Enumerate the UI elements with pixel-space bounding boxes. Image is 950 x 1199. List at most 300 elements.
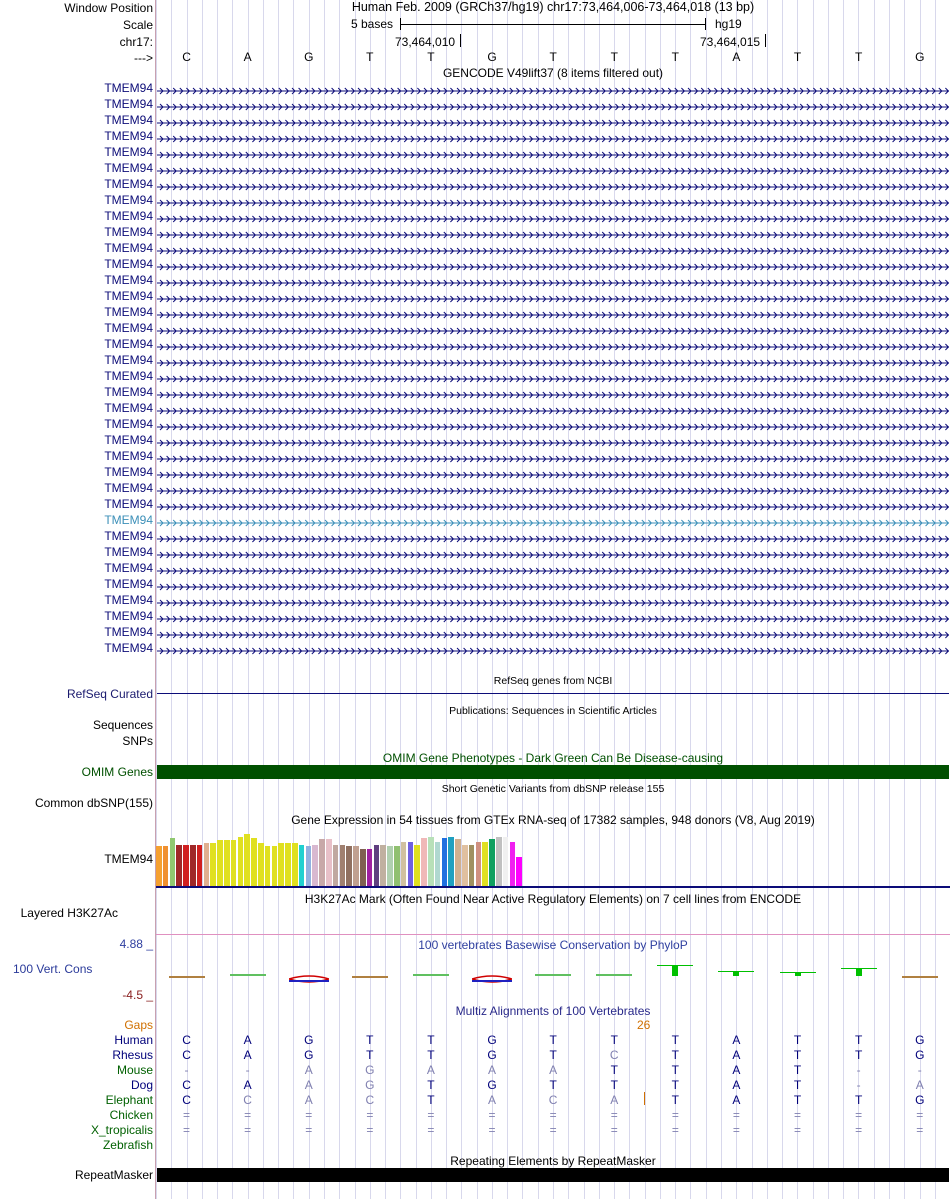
transcript-feature[interactable] [157, 212, 949, 220]
gtex-tissue-bar[interactable] [482, 842, 488, 886]
omim-track-title: OMIM Gene Phenotypes - Dark Green Can Be Disease-causing [382, 751, 724, 765]
transcript-feature[interactable] [157, 532, 949, 540]
aligned-base: = [427, 1123, 435, 1137]
transcript-chevrons [157, 455, 949, 463]
repeatmasker-track-title: Repeating Elements by RepeatMasker [450, 1154, 656, 1168]
transcript-label[interactable]: TMEM94 [104, 481, 153, 495]
transcript-label[interactable]: TMEM94 [104, 241, 153, 255]
repeatmasker-bar[interactable] [157, 1168, 949, 1182]
phylop-score-mark[interactable] [856, 968, 862, 976]
phylop-score-mark[interactable] [289, 972, 329, 980]
aligned-base: = [610, 1123, 618, 1137]
coord-label-2: 73,464,015 [700, 35, 761, 49]
aligned-base: = [244, 1123, 252, 1137]
scale-label: Scale [122, 18, 153, 32]
gtex-tissue-bar[interactable] [469, 845, 475, 886]
label-divider [155, 0, 156, 1199]
transcript-label[interactable]: TMEM94 [104, 193, 153, 207]
transcript-feature[interactable] [157, 276, 949, 284]
transcript-feature[interactable] [157, 84, 949, 92]
transcript-label[interactable]: TMEM94 [104, 577, 153, 591]
transcript-label[interactable]: TMEM94 [104, 369, 153, 383]
reference-base: G [487, 50, 497, 64]
aligned-base: G [487, 1078, 497, 1092]
refseq-gene-line[interactable] [157, 693, 949, 694]
transcript-feature[interactable] [157, 308, 949, 316]
scale-assembly: hg19 [715, 17, 742, 31]
aligned-base: T [671, 1093, 680, 1107]
gtex-baseline [156, 886, 950, 888]
aligned-base: = [732, 1123, 740, 1137]
species-label[interactable]: X_tropicalis [90, 1123, 153, 1137]
aligned-base: = [427, 1108, 435, 1122]
transcript-feature[interactable] [157, 132, 949, 140]
aligned-base: = [855, 1123, 863, 1137]
transcript-chevrons [157, 167, 949, 175]
aligned-base: G [365, 1063, 375, 1077]
gtex-tissue-bar[interactable] [333, 845, 339, 886]
gtex-tissue-bar[interactable] [265, 846, 271, 886]
transcript-feature[interactable] [157, 228, 949, 236]
coord-label-1: 73,464,010 [395, 35, 456, 49]
transcript-label[interactable]: TMEM94 [104, 273, 153, 287]
omim-gene-bar[interactable] [157, 765, 949, 779]
transcript-label[interactable]: TMEM94 [104, 641, 153, 655]
transcript-label[interactable]: TMEM94 [104, 417, 153, 431]
aligned-base: T [793, 1048, 802, 1062]
repeatmasker-track-label[interactable]: RepeatMasker [74, 1168, 153, 1182]
phylop-score-mark[interactable] [902, 976, 938, 978]
aligned-base: T [549, 1033, 557, 1047]
transcript-label[interactable]: TMEM94 [104, 337, 153, 351]
multiz-track-title: Multiz Alignments of 100 Vertebrates [455, 1004, 651, 1018]
window-position-label: Window Position [64, 1, 153, 15]
transcript-label[interactable]: TMEM94 [104, 257, 153, 271]
transcript-label[interactable]: TMEM94 [104, 497, 153, 511]
aligned-base: A [610, 1093, 619, 1107]
gtex-tissue-bar[interactable] [462, 845, 468, 886]
transcript-feature[interactable] [157, 484, 949, 492]
transcript-chevrons [157, 631, 949, 639]
aligned-base: G [487, 1033, 497, 1047]
aligned-base: C [609, 1048, 619, 1062]
transcript-feature[interactable] [157, 580, 949, 588]
transcript-chevrons [157, 151, 949, 159]
transcript-label[interactable]: TMEM94 [104, 401, 153, 415]
transcript-label[interactable]: TMEM94 [104, 161, 153, 175]
gtex-tissue-bar[interactable] [442, 838, 448, 886]
phylop-track-label[interactable]: 100 Vert. Cons [13, 962, 93, 976]
transcript-label[interactable]: TMEM94 [104, 177, 153, 191]
aligned-base: T [610, 1033, 618, 1047]
transcript-label[interactable]: TMEM94 [104, 145, 153, 159]
gtex-tissue-bar[interactable] [258, 843, 264, 886]
aligned-base: - [856, 1078, 861, 1092]
transcript-feature[interactable] [157, 564, 949, 572]
transcript-feature[interactable] [157, 356, 949, 364]
gtex-tissue-bar[interactable] [408, 842, 414, 886]
elephant-insertion-mark [644, 1092, 645, 1105]
gtex-tissue-bar[interactable] [401, 842, 407, 886]
gtex-tissue-bar[interactable] [387, 846, 393, 886]
transcript-label[interactable]: TMEM94 [104, 465, 153, 479]
aligned-base: = [671, 1123, 679, 1137]
aligned-base: T [366, 1048, 374, 1062]
transcript-chevrons [157, 183, 949, 191]
transcript-chevrons [157, 231, 949, 239]
publications-snps-label[interactable]: SNPs [122, 734, 153, 748]
gtex-tissue-bar[interactable] [285, 843, 291, 886]
aligned-base: = [305, 1123, 313, 1137]
transcript-feature[interactable] [157, 404, 949, 412]
aligned-base: T [793, 1093, 802, 1107]
aligned-base: T [427, 1048, 435, 1062]
species-label[interactable]: Human [114, 1033, 153, 1047]
aligned-base: G [915, 1033, 925, 1047]
aligned-base: G [915, 1093, 925, 1107]
publications-sequences-label[interactable]: Sequences [92, 718, 153, 732]
gtex-tissue-bar[interactable] [326, 839, 332, 886]
aligned-base: T [793, 1063, 802, 1077]
aligned-base: C [182, 1093, 191, 1107]
gap-count: 26 [637, 1018, 651, 1032]
transcript-label[interactable]: TMEM94 [104, 385, 153, 399]
aligned-base: T [610, 1063, 618, 1077]
coord-tick-1 [460, 34, 461, 47]
transcript-label[interactable]: TMEM94 [104, 609, 153, 623]
aligned-base: A [732, 1078, 741, 1092]
transcript-label[interactable]: TMEM94 [104, 113, 153, 127]
gtex-tissue-bar[interactable] [312, 845, 318, 886]
aligned-base: T [366, 1033, 374, 1047]
transcript-chevrons [157, 375, 949, 383]
transcript-label[interactable]: TMEM94 [104, 289, 153, 303]
gtex-tissue-bar[interactable] [183, 845, 189, 886]
phylop-score-mark[interactable] [169, 976, 205, 978]
gtex-tissue-bar[interactable] [503, 837, 509, 886]
species-label[interactable]: Zebrafish [102, 1138, 153, 1152]
transcript-label[interactable]: TMEM94 [104, 449, 153, 463]
gtex-tissue-bar[interactable] [217, 840, 223, 886]
transcript-feature[interactable] [157, 180, 949, 188]
aligned-base: A [304, 1078, 313, 1092]
window-position-value: Human Feb. 2009 (GRCh37/hg19) chr17:73,464,006-73,464,018 (13 bp) [351, 0, 755, 14]
gtex-tissue-bar[interactable] [360, 849, 366, 886]
transcript-chevrons [157, 295, 949, 303]
transcript-chevrons [157, 615, 949, 623]
transcript-label[interactable]: TMEM94 [104, 433, 153, 447]
aligned-base: A [304, 1093, 313, 1107]
transcript-chevrons [157, 263, 949, 271]
transcript-chevrons [157, 247, 949, 255]
gtex-tissue-bar[interactable] [476, 842, 482, 886]
transcript-chevrons [157, 199, 949, 207]
transcript-feature[interactable] [157, 628, 949, 636]
gtex-tissue-bar[interactable] [496, 837, 502, 886]
aligned-base: A [304, 1063, 313, 1077]
transcript-chevrons [157, 423, 949, 431]
aligned-base: T [671, 1033, 680, 1047]
aligned-base: T [610, 1078, 618, 1092]
transcript-feature[interactable] [157, 500, 949, 508]
gtex-tissue-bar[interactable] [210, 843, 216, 886]
transcript-feature[interactable] [157, 612, 949, 620]
transcript-chevrons [157, 599, 949, 607]
aligned-base: T [854, 1033, 863, 1047]
transcript-feature[interactable] [157, 436, 949, 444]
transcript-label[interactable]: TMEM94 [104, 305, 153, 319]
aligned-base: = [732, 1108, 740, 1122]
reference-base: T [549, 50, 557, 64]
reference-base: T [793, 50, 802, 64]
transcript-feature[interactable] [157, 292, 949, 300]
aligned-base: = [549, 1123, 557, 1137]
aligned-base: A [426, 1063, 435, 1077]
gtex-tissue-bar[interactable] [292, 843, 298, 886]
phylop-score-mark[interactable] [535, 974, 571, 976]
gtex-tissue-bar[interactable] [251, 838, 257, 886]
aligned-base: A [732, 1033, 741, 1047]
aligned-base: = [366, 1108, 374, 1122]
aligned-base: T [793, 1078, 802, 1092]
phylop-score-mark[interactable] [672, 965, 678, 976]
omim-track-label[interactable]: OMIM Genes [81, 765, 153, 779]
transcript-feature[interactable] [157, 260, 949, 268]
transcript-feature[interactable] [157, 148, 949, 156]
gtex-tissue-bar[interactable] [346, 846, 352, 886]
transcript-chevrons [157, 503, 949, 511]
reference-base: A [732, 50, 741, 64]
gtex-bar-chart[interactable] [156, 826, 950, 886]
species-label[interactable]: Mouse [116, 1063, 153, 1077]
transcript-feature[interactable] [157, 100, 949, 108]
transcript-feature[interactable] [157, 324, 949, 332]
reference-base: T [610, 50, 618, 64]
scale-bases: 5 bases [351, 17, 394, 31]
transcript-chevrons [157, 359, 949, 367]
gtex-tissue-bar[interactable] [163, 846, 169, 886]
transcript-chevrons [157, 135, 949, 143]
transcript-feature[interactable] [157, 196, 949, 204]
transcript-chevrons [157, 583, 949, 591]
gtex-tissue-bar[interactable] [380, 845, 386, 886]
aligned-base: A [915, 1078, 924, 1092]
gtex-track-label[interactable]: TMEM94 [104, 852, 153, 866]
aligned-base: C [182, 1048, 191, 1062]
aligned-base: = [244, 1108, 252, 1122]
gtex-tissue-bar[interactable] [353, 846, 359, 886]
transcript-label[interactable]: TMEM94 [104, 513, 153, 527]
aligned-base: A [732, 1048, 741, 1062]
transcript-feature[interactable] [157, 372, 949, 380]
aligned-base: T [427, 1093, 435, 1107]
refseq-track-label[interactable]: RefSeq Curated [66, 687, 153, 701]
aligned-base: G [365, 1078, 375, 1092]
gtex-tissue-bar[interactable] [455, 839, 461, 886]
gtex-tissue-bar[interactable] [435, 842, 441, 886]
gtex-tissue-bar[interactable] [340, 845, 346, 886]
phylop-score-mark[interactable] [413, 974, 449, 976]
transcript-chevrons [157, 567, 949, 575]
gtex-tissue-bar[interactable] [238, 837, 244, 886]
species-label[interactable]: Elephant [105, 1093, 153, 1107]
aligned-base: = [916, 1123, 924, 1137]
aligned-base: G [487, 1048, 497, 1062]
aligned-base: T [671, 1063, 680, 1077]
aligned-base: C [182, 1033, 191, 1047]
gtex-tissue-bar[interactable] [414, 845, 420, 886]
aligned-base: = [305, 1108, 313, 1122]
transcript-chevrons [157, 487, 949, 495]
aligned-base: T [671, 1078, 680, 1092]
aligned-base: = [916, 1108, 924, 1122]
gtex-tissue-bar[interactable] [448, 837, 454, 886]
gtex-tissue-bar[interactable] [319, 839, 325, 886]
aligned-base: = [794, 1123, 802, 1137]
aligned-base: A [243, 1033, 252, 1047]
aligned-base: G [915, 1048, 925, 1062]
phylop-track-title: 100 vertebrates Basewise Conservation by PhyloP [418, 938, 688, 952]
strand-label: ---> [134, 51, 153, 65]
gtex-tissue-bar[interactable] [299, 845, 305, 886]
aligned-base: A [732, 1093, 741, 1107]
aligned-base: = [488, 1123, 496, 1137]
transcript-label[interactable]: TMEM94 [104, 209, 153, 223]
transcript-chevrons [157, 327, 949, 335]
coord-tick-2 [765, 34, 766, 47]
gtex-tissue-bar[interactable] [244, 834, 250, 886]
transcript-feature[interactable] [157, 164, 949, 172]
transcript-label[interactable]: TMEM94 [104, 81, 153, 95]
phylop-score-mark[interactable] [596, 974, 632, 976]
species-label[interactable]: Chicken [109, 1108, 153, 1122]
gtex-tissue-bar[interactable] [190, 845, 196, 886]
transcript-chevrons [157, 119, 949, 127]
gtex-tissue-bar[interactable] [224, 840, 230, 886]
gtex-tissue-bar[interactable] [278, 843, 284, 886]
species-label[interactable]: Dog [130, 1078, 153, 1092]
reference-base: A [243, 50, 252, 64]
aligned-base: = [366, 1123, 374, 1137]
aligned-base: T [854, 1093, 863, 1107]
gtex-tissue-bar[interactable] [374, 845, 380, 886]
reference-base: T [427, 50, 435, 64]
reference-base: T [854, 50, 863, 64]
transcript-chevrons [157, 279, 949, 287]
transcript-chevrons [157, 535, 949, 543]
gtex-tissue-bar[interactable] [510, 842, 516, 886]
gtex-tissue-bar[interactable] [306, 846, 312, 886]
phylop-score-mark[interactable] [472, 972, 512, 980]
transcript-label[interactable]: TMEM94 [104, 625, 153, 639]
transcript-chevrons [157, 647, 949, 655]
gtex-tissue-bar[interactable] [428, 837, 434, 886]
transcript-feature[interactable] [157, 452, 949, 460]
transcript-feature[interactable] [157, 548, 949, 556]
refseq-track-title: RefSeq genes from NCBI [493, 675, 613, 687]
reference-base: G [915, 50, 925, 64]
transcript-label[interactable]: TMEM94 [104, 353, 153, 367]
aligned-base: C [182, 1078, 191, 1092]
gtex-tissue-bar[interactable] [489, 839, 495, 886]
scale-bar-right-tick [705, 18, 706, 30]
gtex-tissue-bar[interactable] [156, 846, 162, 886]
transcript-label[interactable]: TMEM94 [104, 321, 153, 335]
aligned-base: C [548, 1093, 558, 1107]
transcript-chevrons [157, 311, 949, 319]
aligned-base: C [243, 1093, 252, 1107]
transcript-feature[interactable] [157, 516, 949, 524]
reference-base: G [304, 50, 314, 64]
dbsnp-track-label[interactable]: Common dbSNP(155) [34, 796, 153, 810]
gtex-tissue-bar[interactable] [176, 845, 182, 886]
transcript-chevrons [157, 391, 949, 399]
transcript-label[interactable]: TMEM94 [104, 129, 153, 143]
transcript-feature[interactable] [157, 420, 949, 428]
gtex-tissue-bar[interactable] [170, 838, 176, 886]
aligned-base: - [184, 1063, 189, 1077]
aligned-base: T [427, 1078, 435, 1092]
transcript-label[interactable]: TMEM94 [104, 545, 153, 559]
gtex-tissue-bar[interactable] [231, 840, 237, 886]
scale-bar [400, 24, 706, 25]
transcript-label[interactable]: TMEM94 [104, 225, 153, 239]
scale-bar-left-tick [400, 18, 401, 30]
phylop-score-mark[interactable] [230, 974, 266, 976]
gtex-tissue-bar[interactable] [272, 846, 278, 886]
transcript-feature[interactable] [157, 388, 949, 396]
transcript-feature[interactable] [157, 116, 949, 124]
gtex-tissue-bar[interactable] [367, 849, 373, 886]
phylop-score-mark[interactable] [352, 976, 388, 978]
transcript-feature[interactable] [157, 340, 949, 348]
publications-track-title: Publications: Sequences in Scientific Articles [449, 705, 657, 717]
transcript-label[interactable]: TMEM94 [104, 593, 153, 607]
aligned-base: T [854, 1048, 863, 1062]
aligned-base: T [671, 1048, 680, 1062]
aligned-base: = [855, 1108, 863, 1122]
transcript-label[interactable]: TMEM94 [104, 97, 153, 111]
aligned-base: = [671, 1108, 679, 1122]
gtex-tissue-bar[interactable] [204, 843, 210, 886]
aligned-base: A [243, 1078, 252, 1092]
reference-base: T [671, 50, 680, 64]
gtex-tissue-bar[interactable] [394, 846, 400, 886]
gtex-tissue-bar[interactable] [516, 857, 522, 886]
phylop-score-mark[interactable] [733, 971, 739, 976]
aligned-base: = [183, 1108, 191, 1122]
transcript-feature[interactable] [157, 596, 949, 604]
gtex-tissue-bar[interactable] [421, 838, 427, 886]
aligned-base: = [549, 1108, 557, 1122]
phylop-score-mark[interactable] [795, 972, 801, 976]
transcript-label[interactable]: TMEM94 [104, 561, 153, 575]
gencode-track-title: GENCODE V49lift37 (8 items filtered out) [442, 66, 664, 80]
h3k27ac-track-label[interactable]: Layered H3K27Ac [20, 906, 118, 920]
transcript-feature[interactable] [157, 244, 949, 252]
transcript-label[interactable]: TMEM94 [104, 529, 153, 543]
aligned-base: = [488, 1108, 496, 1122]
gtex-track-title: Gene Expression in 54 tissues from GTEx RNA-seq of 17382 samples, 948 donors (V8, Aug 2019) [291, 813, 815, 827]
species-label[interactable]: Rhesus [112, 1048, 153, 1062]
aligned-base: = [183, 1123, 191, 1137]
phylop-min-label: -4.5 _ [122, 988, 153, 1002]
transcript-feature[interactable] [157, 644, 949, 652]
aligned-base: A [488, 1093, 497, 1107]
transcript-feature[interactable] [157, 468, 949, 476]
transcript-chevrons [157, 551, 949, 559]
gtex-tissue-bar[interactable] [197, 845, 203, 886]
